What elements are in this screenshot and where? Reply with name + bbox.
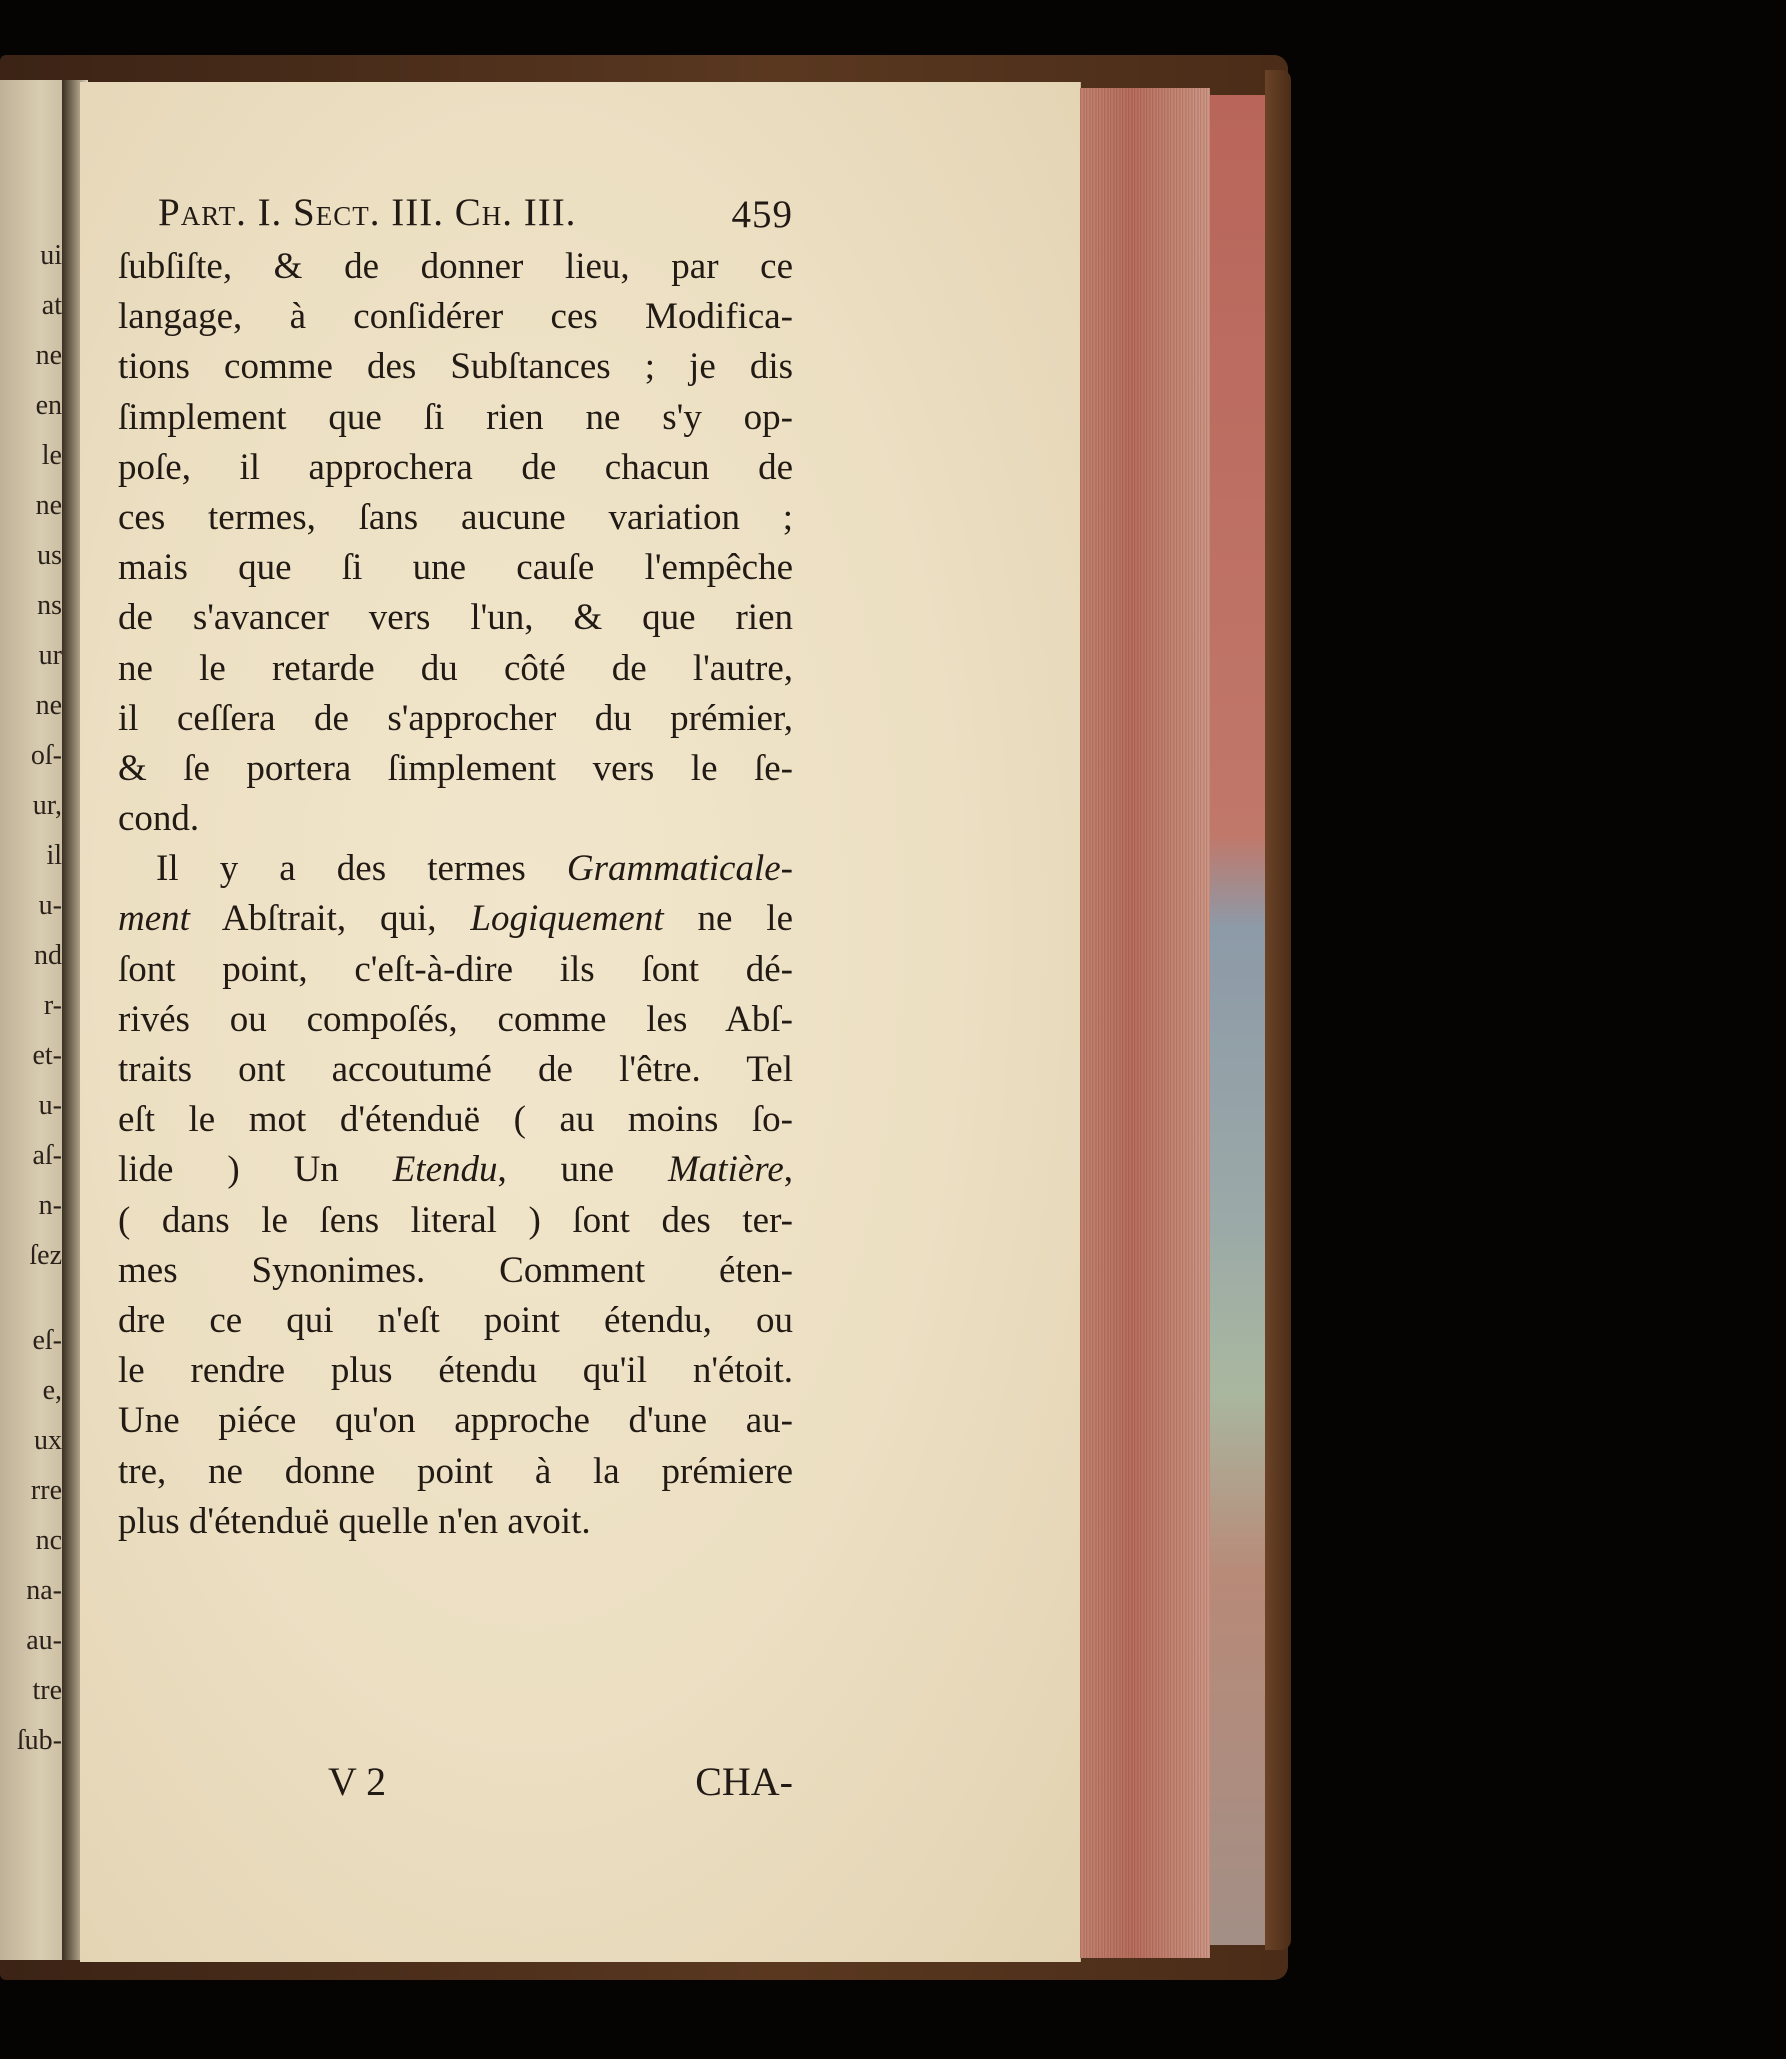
text-line [118,1145,793,1195]
running-head [118,190,793,242]
italic-term: Matière [667,1149,784,1191]
facing-text: ſub- [16,1725,62,1756]
italic-term: Etendu [392,1149,498,1191]
text-line: ſimplement que ſi rien ne s'y op- [118,396,793,438]
facing-text: at [41,290,62,321]
facing-text: ux [34,1425,62,1456]
signature-mark: V 2 [328,1759,387,1804]
facing-text: ne [35,690,62,721]
running-head-title: Part. I. Sect. III. Ch. III. [158,191,577,234]
facing-text: u- [38,890,62,921]
facing-text: ſez [29,1240,62,1271]
text-segment: ne le [663,898,793,940]
facing-text: ur [38,640,62,671]
text-line: rivés ou compoſés, comme les Abſ- [118,998,793,1040]
text-line: cond. [118,798,200,840]
facing-text: ui [40,240,62,271]
back-cover-edge [1265,70,1291,1950]
facing-text: ne [35,340,62,371]
text-line: de s'avancer vers l'un, & que rien [118,597,793,639]
text-line: ces termes, ſans aucune variation ; [118,496,793,538]
text-segment: lide ) Un [118,1149,393,1191]
facing-text: na- [26,1575,62,1606]
marbled-endpaper [1210,95,1268,1945]
text-line [118,894,793,944]
text-line: & ſe portera ſimplement vers le ſe- [118,747,793,789]
text-line: langage, à conſidérer ces Modifica- [118,296,793,338]
text-line: tions comme des Subſtances ; je dis [118,346,793,388]
facing-text: us [37,540,62,571]
text-segment: , [783,1149,793,1191]
italic-term: Logiquement [470,898,664,940]
facing-text: ns [37,590,62,621]
facing-text: il [46,840,62,871]
facing-text: eſ- [32,1325,62,1356]
text-line: mes Synonimes. Comment éten- [118,1249,793,1291]
facing-text: en [35,390,62,421]
text-line: plus d'étenduë quelle n'en avoit. [118,1500,591,1542]
text-segment: Il y a des termes [156,848,567,890]
page-fore-edges [1080,88,1210,1958]
facing-text: nc [35,1525,62,1556]
facing-text: le [41,440,62,471]
text-line: ſont point, c'eſt-à-dire ils ſont dé- [118,948,793,990]
facing-text: e, [42,1375,62,1406]
text-line: il ceſſera de s'approcher du prémier, [118,697,793,739]
facing-text: u- [38,1090,62,1121]
text-line: Une piéce qu'on approche d'une au- [118,1400,793,1442]
catchword: CHA- [695,1759,793,1804]
facing-text: aſ- [32,1140,62,1171]
text-segment: , une [497,1149,668,1191]
facing-text: ur, [32,790,62,821]
page-number: 459 [731,193,793,236]
text-line: ne le retarde du côté de l'autre, [118,647,793,689]
italic-term: Grammaticale- [566,848,793,890]
facing-text: tre [32,1675,62,1706]
text-line: eſt le mot d'étenduë ( au moins ſo- [118,1099,793,1141]
facing-text: au- [26,1625,62,1656]
facing-page-fragment [0,80,68,1960]
text-block [118,190,793,1547]
text-line: le rendre plus étendu qu'il n'étoit. [118,1350,793,1392]
text-segment: Abſtrait, qui, [189,898,471,940]
facing-text: oſ- [30,740,62,771]
page-footer [118,1758,793,1808]
text-line: ( dans le ſens literal ) ſont des ter- [118,1199,793,1241]
italic-term: ment [118,898,190,940]
facing-text: rre [30,1475,62,1506]
text-line: traits ont accoutumé de l'être. Tel [118,1049,793,1090]
text-line: tre, ne donne point à la prémiere [118,1450,793,1492]
text-line: dre ce qui n'eſt point étendu, ou [118,1299,793,1341]
facing-text: n- [38,1190,62,1221]
facing-text: et- [32,1040,62,1071]
facing-text: nd [34,940,62,971]
facing-text: r- [43,990,62,1021]
facing-text: ne [35,490,62,521]
text-line [118,844,793,894]
text-line: poſe, il approchera de chacun de [118,446,793,488]
text-line: ſubſiſte, & de donner lieu, par ce [118,246,793,287]
text-line: mais que ſi une cauſe l'empêche [118,547,793,589]
